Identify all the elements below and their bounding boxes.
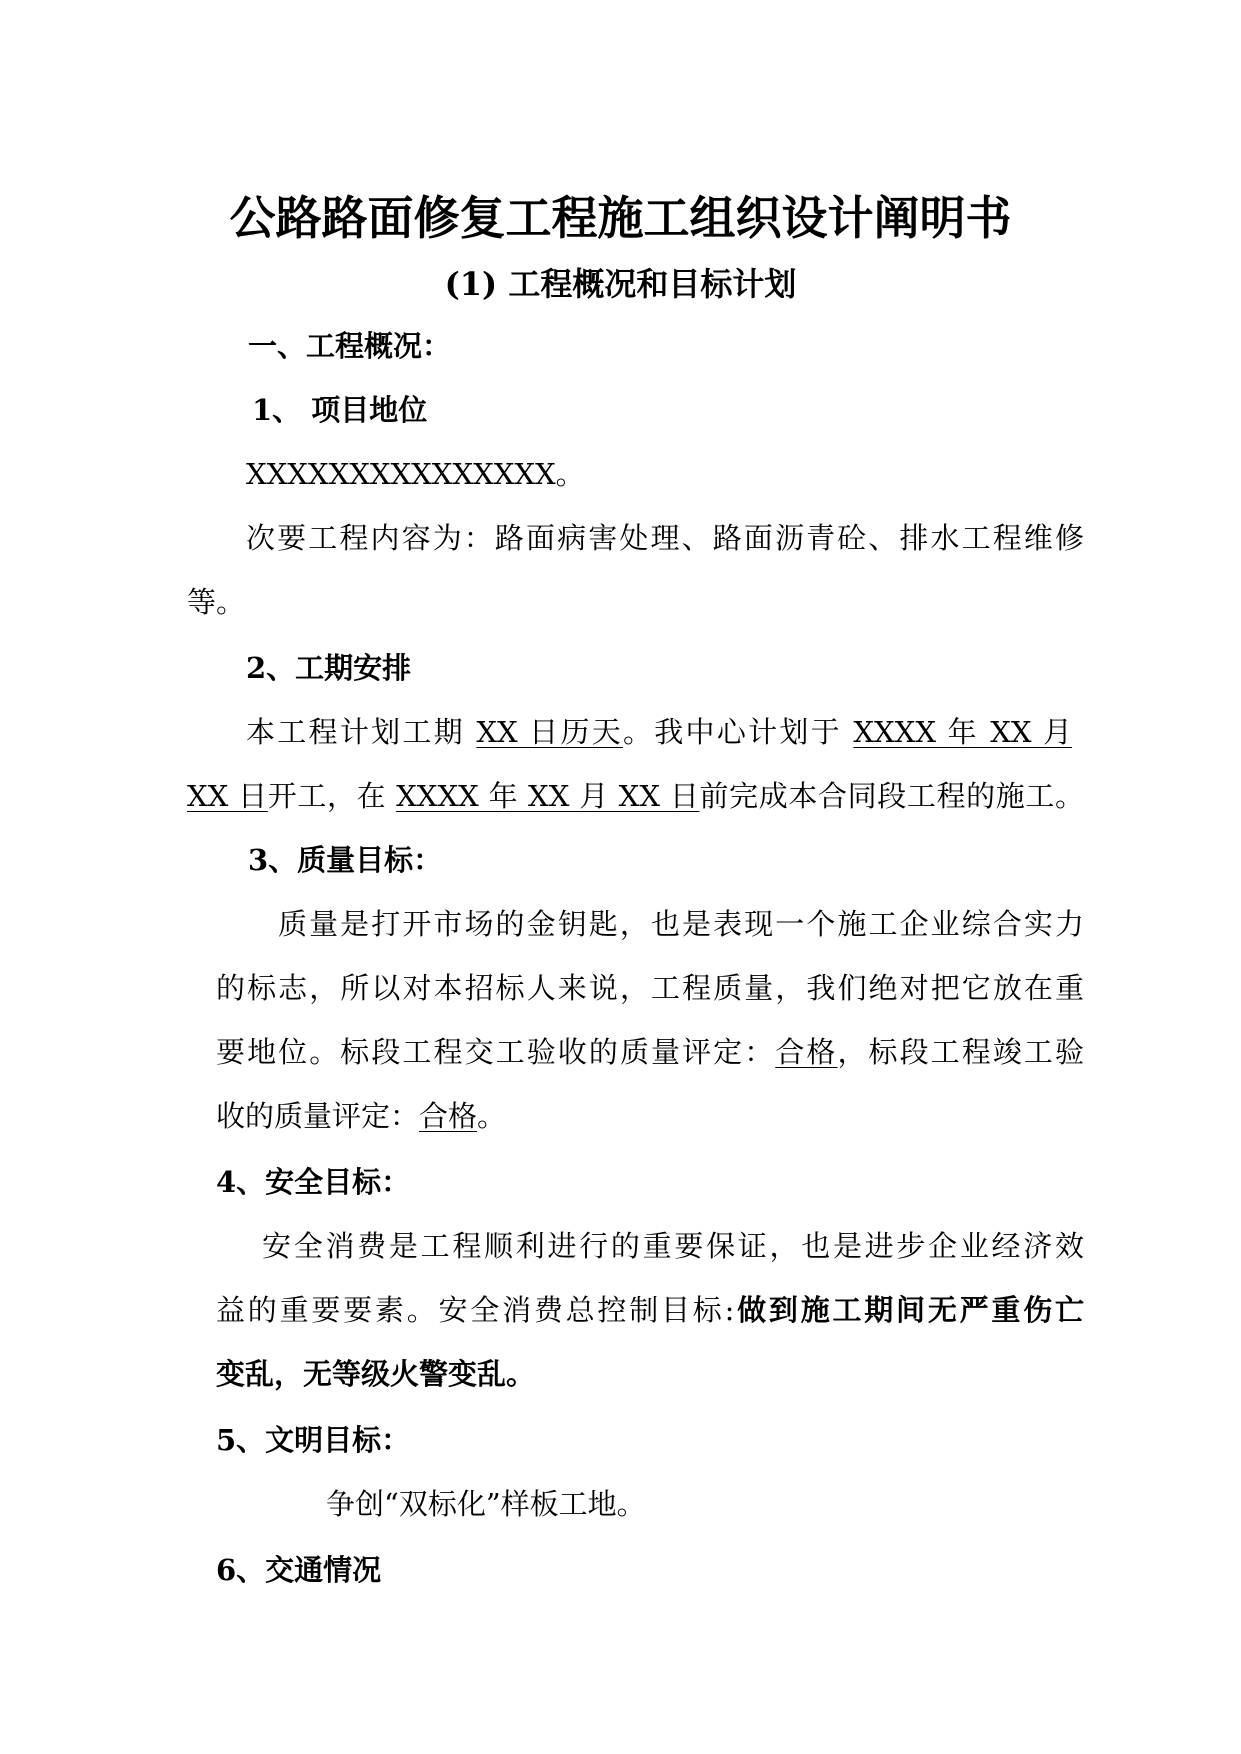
schedule-text: 。我中心计划于 xyxy=(623,715,854,749)
section-heading-overview: 一、工程概况： xyxy=(248,329,452,363)
quality-text: 。 xyxy=(477,1099,507,1133)
heading-quality-target: 3、质量目标： xyxy=(248,843,443,877)
civilization-text: 争创“双标化”样板工地。 xyxy=(326,1487,646,1521)
heading-project-location: 1、 项目地位 xyxy=(252,393,428,427)
document-subtitle: (1) 工程概况和目标计划 xyxy=(444,265,797,303)
schedule-text: 本工程计划工期 xyxy=(246,715,477,749)
quality-text: 要地位。标段工程交工验收的质量评定： xyxy=(216,1035,776,1069)
safety-line-2 xyxy=(216,1290,1084,1330)
main-content-line-2: 等。 xyxy=(187,585,246,619)
start-date-value: XXXX 年 XX 月 xyxy=(853,715,1073,749)
schedule-line-1 xyxy=(246,712,1072,752)
heading-civilization-target: 5、文明目标： xyxy=(216,1423,411,1457)
heading-schedule: 2、工期安排 xyxy=(246,651,412,685)
document-title: 公路路面修复工程施工组织设计阐明书 xyxy=(229,191,1012,245)
quality-rating-value: 合格 xyxy=(775,1035,838,1069)
quality-line-1: 质量是打开市场的金钥匙，也是表现一个施工企业综合实力 xyxy=(278,907,1084,941)
quality-line-2: 的标志，所以对本招标人来说，工程质量，我们绝对把它放在重 xyxy=(216,971,1084,1005)
safety-text: 益的重要要素。安全消费总控制目标: xyxy=(216,1293,735,1327)
safety-line-3: 变乱，无等级火警变乱。 xyxy=(216,1357,536,1391)
heading-safety-target: 4、安全目标： xyxy=(216,1165,411,1199)
quality-text: 收的质量评定： xyxy=(216,1099,420,1133)
project-location-text: XXXXXXXXXXXXXXX。 xyxy=(246,457,585,491)
quality-line-4 xyxy=(216,1096,506,1136)
schedule-text: 开工，在 xyxy=(267,779,397,813)
schedule-text: 前完成本合同段工程的施工。 xyxy=(699,779,1085,813)
main-content-line-1: 次要工程内容为：路面病害处理、路面沥青砼、排水工程维修 xyxy=(246,521,1084,555)
safety-line-1: 安全消费是工程顺利进行的重要保证，也是进步企业经济效 xyxy=(262,1229,1084,1263)
heading-traffic: 6、交通情况 xyxy=(216,1553,382,1587)
quality-line-3 xyxy=(216,1032,1084,1072)
safety-goal-bold: 做到施工期间无严重伤亡 xyxy=(734,1293,1084,1327)
schedule-line-2 xyxy=(187,776,1084,816)
finish-date-value: XXXX 年 XX 月 XX 日 xyxy=(396,779,700,813)
quality-rating-value: 合格 xyxy=(419,1099,478,1133)
duration-value: XX 日历天 xyxy=(476,715,623,749)
start-day-value: XX 日 xyxy=(187,779,268,813)
quality-text: ，标段工程竣工验 xyxy=(837,1035,1084,1069)
